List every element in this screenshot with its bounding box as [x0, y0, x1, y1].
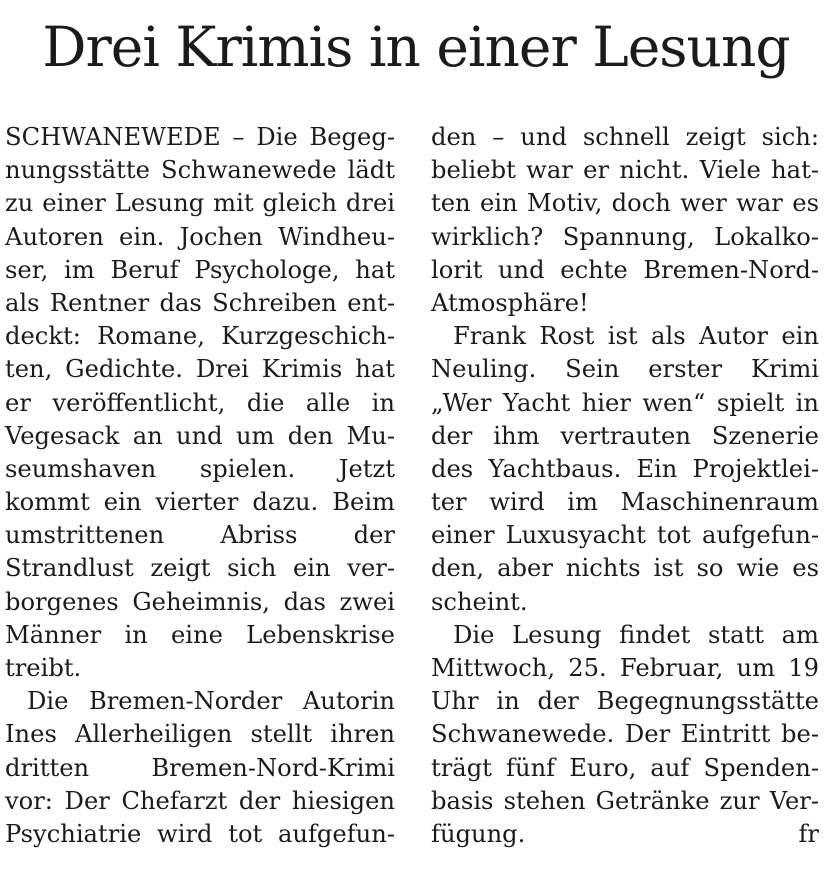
text-line: wirklich? Spannung, Lokalko-	[431, 222, 819, 251]
text-line: trägt fünf Euro, auf Spenden-	[431, 753, 819, 782]
text-line-final	[431, 818, 819, 851]
text-line: Schwanewede. Der Eintritt be-	[431, 720, 819, 749]
text-line: er veröffentlicht, die alle in	[5, 388, 395, 417]
text-line: Vegesack an und um den Mu-	[5, 421, 395, 450]
text-line: ser, im Beruf Psychologe, hat	[5, 255, 395, 284]
text-line: seumshaven spielen. Jetzt	[5, 454, 395, 483]
text-line: Ines Allerheiligen stellt ihren	[5, 720, 395, 749]
article-column-right	[431, 121, 819, 851]
text-line: einer Luxusyacht tot aufgefun-	[431, 521, 819, 550]
text-line: ten ein Motiv, doch wer war es	[431, 189, 819, 218]
text-line: nungsstätte Schwanewede lädt	[5, 156, 395, 185]
text-line: Uhr in der Begegnungsstätte	[431, 687, 819, 716]
text-line: Strandlust zeigt sich ein ver-	[5, 554, 395, 583]
text-line: Frank Rost ist als Autor ein	[453, 322, 819, 351]
text-line: zu einer Lesung mit gleich drei	[5, 189, 395, 218]
final-line-text: fügung.	[431, 819, 526, 848]
text-line: Psychiatrie wird tot aufgefun-	[5, 819, 395, 848]
text-line: treibt.	[5, 654, 82, 682]
headline: Drei Krimis in einer Lesung	[42, 15, 790, 79]
text-line: basis stehen Getränke zur Ver-	[431, 786, 819, 815]
text-line: Atmosphäre!	[431, 288, 589, 317]
text-line: Die Bremen-Norder Autorin	[27, 687, 395, 716]
author-signoff: fr	[798, 819, 819, 848]
text-line: des Yachtbaus. Ein Projektlei-	[431, 454, 819, 483]
text-line: deckt: Romane, Kurzgeschich-	[5, 322, 395, 351]
text-line: den, aber nichts ist so wie es	[431, 554, 819, 583]
article-column-left	[5, 121, 395, 851]
text-line: Männer in eine Lebenskrise	[5, 620, 395, 649]
text-line: Mittwoch, 25. Februar, um 19	[431, 654, 819, 682]
text-line: der ihm vertrauten Szenerie	[431, 421, 819, 450]
text-line: umstrittenen Abriss der	[5, 521, 395, 550]
text-line: ten, Gedichte. Drei Krimis hat	[5, 355, 395, 384]
text-line: scheint.	[431, 587, 528, 616]
text-line: Autoren ein. Jochen Windheu-	[5, 222, 395, 251]
text-line: kommt ein vierter dazu. Beim	[5, 488, 395, 517]
text-line: als Rentner das Schreiben ent-	[5, 288, 395, 317]
text-line: den – und schnell zeigt sich:	[431, 123, 819, 151]
text-line: lorit und echte Bremen-Nord-	[431, 255, 819, 284]
text-line: Neuling. Sein erster Krimi	[431, 355, 819, 384]
text-line: beliebt war er nicht. Viele hat-	[431, 156, 819, 185]
text-line: „Wer Yacht hier wen“ spielt in	[431, 388, 819, 417]
text-line: borgenes Geheimnis, das zwei	[5, 587, 395, 616]
text-line: Die Lesung findet statt am	[453, 620, 819, 649]
text-line: vor: Der Chefarzt der hiesigen	[5, 786, 395, 815]
text-line: dritten Bremen-Nord-Krimi	[5, 753, 395, 782]
text-line: ter wird im Maschinenraum	[431, 488, 819, 517]
text-line: SCHWANEWEDE – Die Begeg-	[5, 123, 395, 151]
